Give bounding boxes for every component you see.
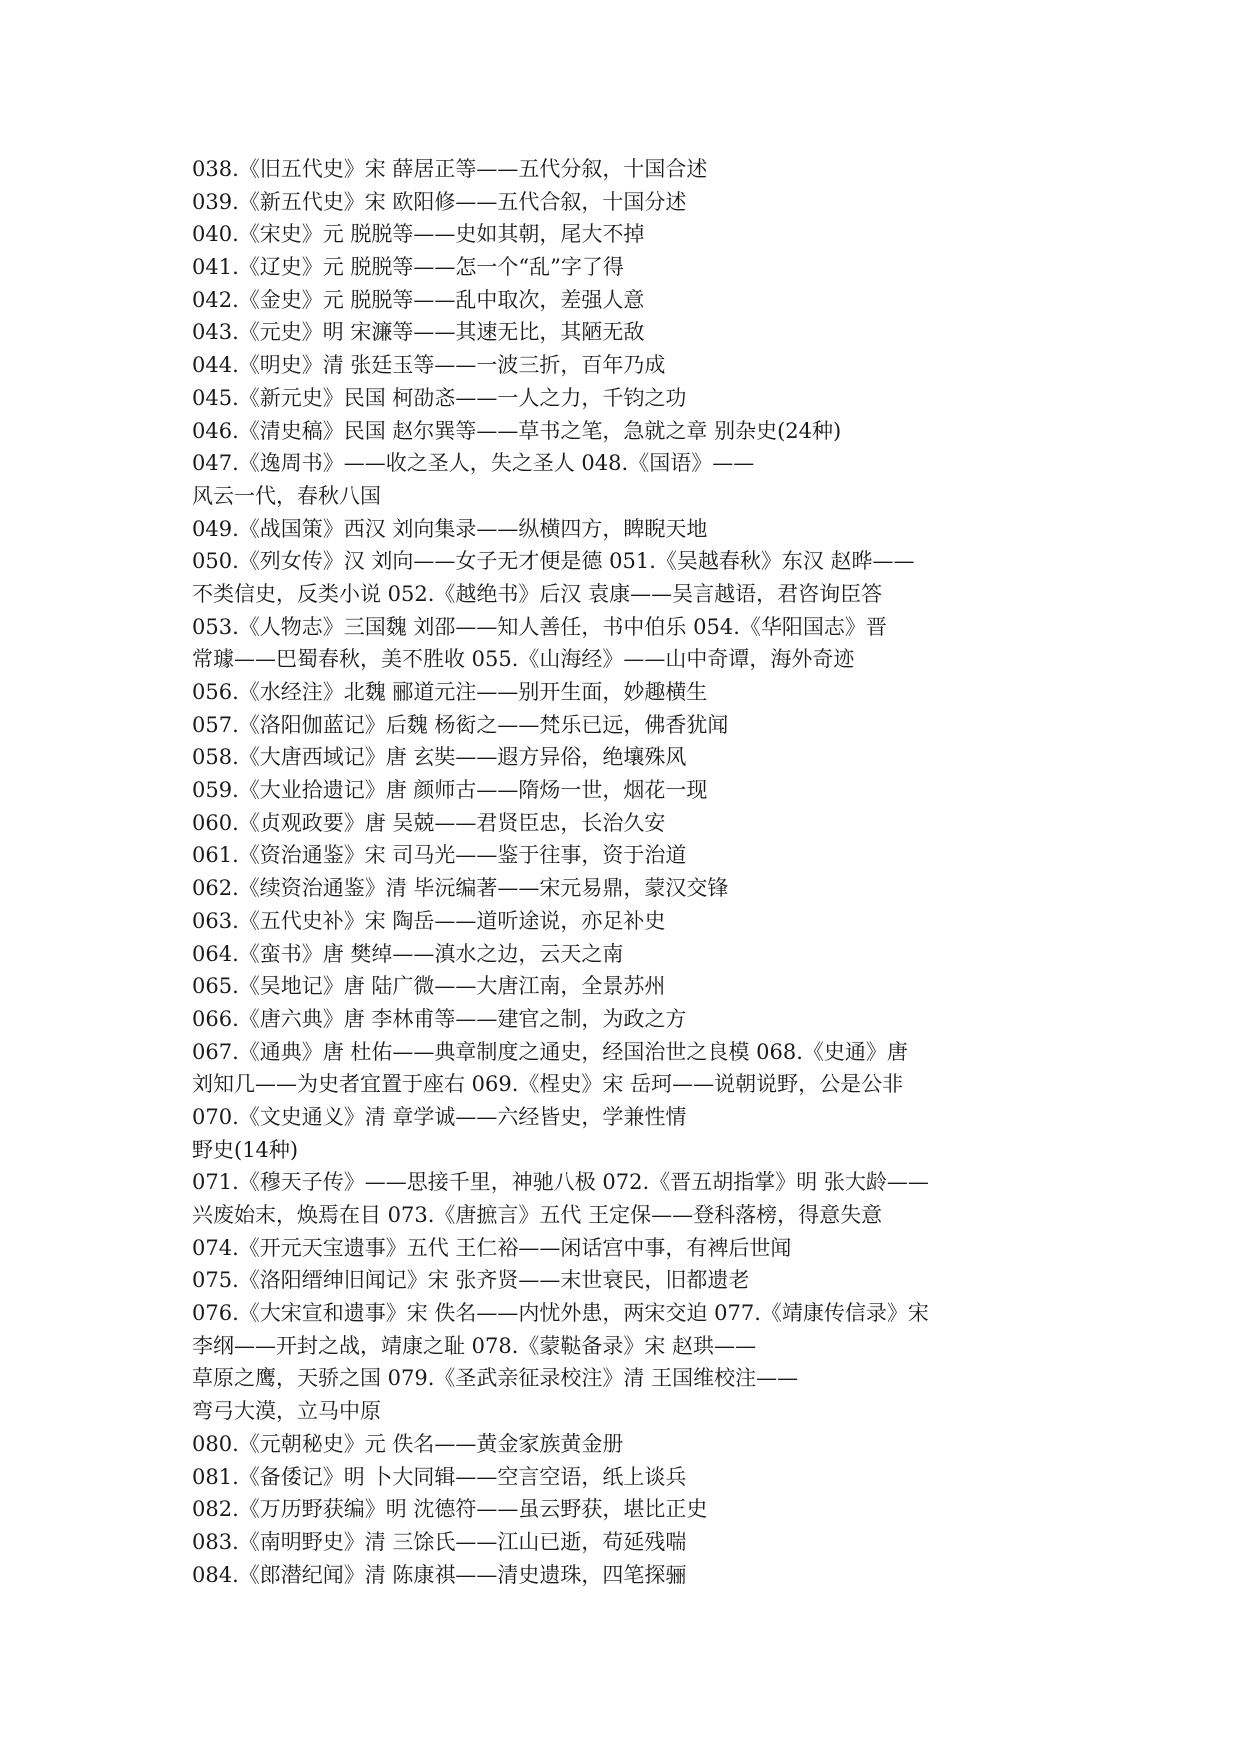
text-line: 071.《穆天子传》——思接千里，神驰八极 072.《晋五胡指掌》明 张大龄—— xyxy=(192,1170,929,1195)
text-line: 刘知几——为史者宜置于座右 069.《桯史》宋 岳珂——说朝说野，公是公非 xyxy=(192,1072,904,1097)
text-line: 野史(14种) xyxy=(192,1137,299,1162)
text-line: 061.《资治通鉴》宋 司马光——鉴于往事，资于治道 xyxy=(192,843,687,868)
text-line: 074.《开元天宝遗事》五代 王仁裕——闲话宫中事，有裨后世闻 xyxy=(192,1235,792,1260)
text-line: 058.《大唐西域记》唐 玄奘——遐方异俗，绝壤殊风 xyxy=(192,745,687,770)
text-line: 075.《洛阳缙绅旧闻记》宋 张齐贤——末世衰民，旧都遗老 xyxy=(192,1268,750,1293)
text-line: 049.《战国策》西汉 刘向集录——纵横四方，睥睨天地 xyxy=(192,516,708,541)
text-line: 065.《吴地记》唐 陆广微——大唐江南，全景苏州 xyxy=(192,974,666,999)
text-line: 083.《南明野史》清 三馀氏——江山已逝，苟延残喘 xyxy=(192,1529,687,1554)
text-line: 弯弓大漠，立马中原 xyxy=(192,1399,381,1424)
text-line: 040.《宋史》元 脱脱等——史如其朝，尾大不掉 xyxy=(192,222,645,247)
text-line: 李纲——开封之战，靖康之耻 078.《蒙鞑备录》宋 赵珙—— xyxy=(192,1333,757,1358)
text-line: 081.《备倭记》明 卜大同辑——空言空语，纸上谈兵 xyxy=(192,1464,687,1489)
text-line: 063.《五代史补》宋 陶岳——道听途说，亦足补史 xyxy=(192,908,666,933)
text-line: 062.《续资治通鉴》清 毕沅编著——宋元易鼎，蒙汉交锋 xyxy=(192,876,729,901)
text-line: 043.《元史》明 宋濂等——其速无比，其陋无敌 xyxy=(192,320,645,345)
text-line: 080.《元朝秘史》元 佚名——黄金家族黄金册 xyxy=(192,1431,624,1456)
text-line: 067.《通典》唐 杜佑——典章制度之通史，经国治世之良模 068.《史通》唐 xyxy=(192,1039,908,1064)
text-line: 070.《文史通义》清 章学诚——六经皆史，学兼性情 xyxy=(192,1104,687,1129)
text-line: 050.《列女传》汉 刘向——女子无才便是德 051.《吴越春秋》东汉 赵晔—— xyxy=(192,549,915,574)
text-line: 042.《金史》元 脱脱等——乱中取次，差强人意 xyxy=(192,287,645,312)
text-line: 046.《清史稿》民国 赵尔巽等——草书之笔，急就之章 别杂史(24种) xyxy=(192,418,842,443)
document-body xyxy=(192,153,1072,1591)
text-line: 不类信史，反类小说 052.《越绝书》后汉 袁康——吴言越语，君咨询臣答 xyxy=(192,581,883,606)
text-line: 084.《郎潜纪闻》清 陈康祺——清史遗珠，四笔探骊 xyxy=(192,1562,687,1587)
text-line: 066.《唐六典》唐 李林甫等——建官之制，为政之方 xyxy=(192,1006,687,1031)
text-line: 076.《大宋宣和遗事》宋 佚名——内忧外患，两宋交迫 077.《靖康传信录》宋 xyxy=(192,1301,929,1326)
text-line: 059.《大业拾遗记》唐 颜师古——隋炀一世，烟花一现 xyxy=(192,778,708,803)
text-line: 060.《贞观政要》唐 吴兢——君贤臣忠，长治久安 xyxy=(192,810,666,835)
text-line: 常璩——巴蜀春秋，美不胜收 055.《山海经》——山中奇谭，海外奇迹 xyxy=(192,647,855,672)
text-line: 041.《辽史》元 脱脱等——怎一个“乱”字了得 xyxy=(192,255,624,280)
text-line: 057.《洛阳伽蓝记》后魏 杨衒之——梵乐已远，佛香犹闻 xyxy=(192,712,729,737)
text-line: 045.《新元史》民国 柯劭忞——一人之力，千钧之功 xyxy=(192,385,687,410)
text-line: 064.《蛮书》唐 樊绰——滇水之边，云天之南 xyxy=(192,941,624,966)
text-line: 兴废始末，焕焉在目 073.《唐摭言》五代 王定保——登科落榜，得意失意 xyxy=(192,1203,883,1227)
text-line: 053.《人物志》三国魏 刘邵——知人善任，书中伯乐 054.《华阳国志》晋 xyxy=(192,614,887,639)
text-line: 056.《水经注》北魏 郦道元注——别开生面，妙趣横生 xyxy=(192,680,708,704)
text-line: 082.《万历野获编》明 沈德符——虽云野获，堪比正史 xyxy=(192,1497,708,1522)
text-line: 038.《旧五代史》宋 薛居正等——五代分叙，十国合述 xyxy=(192,157,708,181)
text-line: 047.《逸周书》——收之圣人，失之圣人 048.《国语》—— xyxy=(192,451,755,476)
text-line: 044.《明史》清 张廷玉等——一波三折，百年乃成 xyxy=(192,353,666,378)
text-line: 草原之鹰，天骄之国 079.《圣武亲征录校注》清 王国维校注—— xyxy=(192,1366,799,1391)
text-line: 风云一代，春秋八国 xyxy=(192,483,381,508)
text-line: 039.《新五代史》宋 欧阳修——五代合叙，十国分述 xyxy=(192,189,687,214)
